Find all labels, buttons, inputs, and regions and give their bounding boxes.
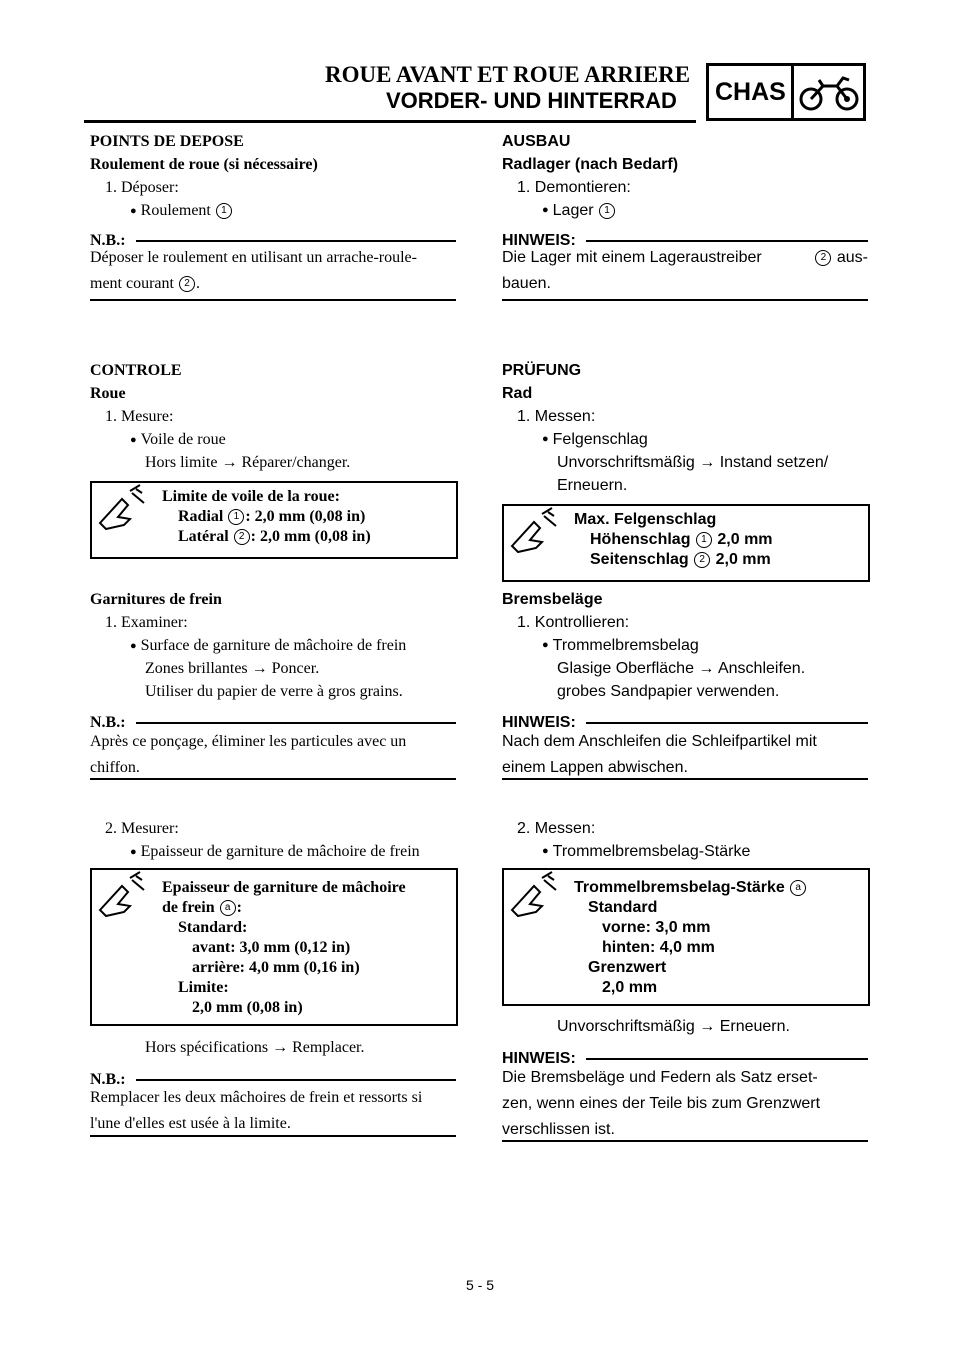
de-h1-label: HINWEIS: <box>502 232 576 249</box>
fr-check-title: CONTROLE <box>90 362 182 379</box>
de-spec-1-hoehen-val: 2,0 mm <box>717 531 773 548</box>
fr-spec-2-l1: Epaisseur de garniture de mâchoire <box>162 879 406 896</box>
fr-spec-1-radial: Radial <box>178 508 224 525</box>
fr-removal-subtitle: Roulement de roue (si nécessaire) <box>90 156 318 173</box>
fr-removal-step: 1. Déposer: <box>105 179 179 196</box>
de-h3-line1: Die Bremsbeläge und Federn als Satz erset- <box>502 1069 818 1086</box>
chas-badge <box>706 63 866 121</box>
de-h1-line1 <box>502 245 868 271</box>
de-spec-1-seiten: Seitenschlag <box>590 551 689 568</box>
de-removal-step: 1. Demontieren: <box>517 179 631 196</box>
marker-a: a <box>790 880 806 896</box>
motorcycle-icon <box>797 72 861 112</box>
de-spec-2-grenz: Grenzwert <box>588 959 667 976</box>
de-felgenschlag-item: ● Felgenschlag <box>542 431 648 448</box>
fr-epaisseur-item: ● Epaisseur de garniture de mâchoire de frein <box>130 843 420 860</box>
fr-spec-box-2 <box>90 868 458 1026</box>
de-spec-box-2 <box>502 868 870 1006</box>
fr-hors-spec: Hors spécifications → Remplacer. <box>145 1039 365 1056</box>
fr-nb3-line1: Remplacer les deux mâchoires de frein et ressorts si <box>90 1089 423 1106</box>
de-spec-2-grenzval: 2,0 mm <box>602 979 658 996</box>
marker-2: 2 <box>179 276 195 292</box>
fr-spec-1-lateral: Latéral <box>178 528 229 545</box>
fr-nb2-text <box>90 729 456 781</box>
fr-nb1-line2: ment courant 2 . <box>90 275 200 292</box>
de-removal-subtitle: Radlager (nach Bedarf) <box>502 156 679 173</box>
fr-spec-2-avant: avant: 3,0 mm (0,12 in) <box>192 939 351 956</box>
de-staerke-item: ● Trommelbremsbelag-Stärke <box>542 843 751 860</box>
header-title-fr: ROUE AVANT ET ROUE ARRIERE <box>325 62 691 87</box>
fr-hors-limite: Hors limite → Réparer/changer. <box>145 454 351 471</box>
de-spec-2-title: Trommelbremsbelag-Stärke <box>574 879 785 896</box>
fr-utiliser: Utiliser du papier de verre à gros grains. <box>145 683 403 700</box>
fr-garn-title: Garnitures de frein <box>90 591 222 608</box>
marker-1: 1 <box>599 203 615 219</box>
de-measure-step: 1. Messen: <box>517 408 596 425</box>
fr-voile-item: ● Voile de roue <box>130 431 226 448</box>
fr-removal-item-label: Roulement <box>140 202 211 219</box>
fr-spec-1-lateral-val: : 2,0 mm (0,08 in) <box>250 528 371 545</box>
fr-epaisseur-label: Epaisseur de garniture de mâchoire de frein <box>140 843 420 860</box>
page-number: 5 - 5 <box>465 1277 494 1293</box>
de-spec-box-1 <box>502 504 870 582</box>
de-spec-1-seiten-val: 2,0 mm <box>715 551 771 568</box>
de-removal-item-label: Lager <box>552 202 594 219</box>
de-grobes: grobes Sandpapier verwenden. <box>557 683 780 700</box>
de-h2-line2: einem Lappen abwischen. <box>502 759 688 776</box>
de-h2-line1: Nach dem Anschleifen die Schleifpartikel mit <box>502 733 817 750</box>
fr-nb3-line2: l'une d'elles est usée à la limite. <box>90 1115 291 1132</box>
de-h1-line1b: aus- <box>836 249 868 266</box>
de-spec-1-hoehen: Höhenschlag <box>590 531 691 548</box>
de-h3-line2: zen, wenn eines der Teile bis zum Grenzwert <box>502 1095 821 1112</box>
de-trommel-item: ● Trommelbremsbelag <box>542 637 699 654</box>
header-rule <box>84 120 696 123</box>
fr-zones: Zones brillantes → Poncer. <box>145 660 320 677</box>
fr-spec-1-radial-val: : 2,0 mm (0,08 in) <box>245 508 366 525</box>
de-messen2-step: 2. Messen: <box>517 820 596 837</box>
fr-surface-item: ● Surface de garniture de mâchoire de frein <box>130 637 407 654</box>
fr-spec-2-standard: Standard: <box>178 919 248 936</box>
de-spec-2-standard: Standard <box>588 899 658 916</box>
fr-spec-box-1 <box>90 481 458 559</box>
de-h3-line3: verschlissen ist. <box>502 1121 615 1138</box>
de-staerke-label: Trommelbremsbelag-Stärke <box>552 843 751 860</box>
de-h3-end-rule <box>502 1140 868 1142</box>
de-h2-label: HINWEIS: <box>502 714 576 731</box>
fr-nb1-line2-text: ment courant <box>90 275 174 292</box>
fr-nb1-text <box>90 245 456 297</box>
de-h3-text <box>502 1065 868 1143</box>
fr-nb2-line2: chiffon. <box>90 759 140 776</box>
fr-examine-step: 1. Examiner: <box>105 614 188 631</box>
de-unvor1: Unvorschriftsmäßig → Instand setzen/ <box>557 454 829 471</box>
de-h2-text <box>502 729 868 781</box>
fr-removal-item: ● Roulement 1 <box>130 199 233 223</box>
caliper-icon <box>92 483 152 543</box>
marker-2: 2 <box>694 552 710 568</box>
de-brems-title: Bremsbeläge <box>502 591 603 608</box>
fr-nb1-line1: Déposer le roulement en utilisant un arrache-roule- <box>90 249 417 266</box>
de-rad: Rad <box>502 385 533 402</box>
marker-2: 2 <box>234 529 250 545</box>
fr-spec-2-text: Epaisseur de garniture de mâchoire de frein a : Standard: avant: 3,0 mm (0,12 in) arrière: 4,0 mm (0,16 in) Limite: 2,0 mm (0,08 in) <box>162 879 406 1016</box>
fr-removal-title: POINTS DE DEPOSE <box>90 133 244 150</box>
fr-nb3-text <box>90 1085 456 1137</box>
de-h1-line1a: Die Lager mit einem Lageraustreiber <box>502 249 762 266</box>
fr-nb3-label: N.B.: <box>90 1071 126 1088</box>
fr-spec-2-arriere: arrière: 4,0 mm (0,16 in) <box>192 959 360 976</box>
de-spec-2-text <box>574 878 807 998</box>
de-spec-2-vorne: vorne: 3,0 mm <box>602 919 711 936</box>
fr-spec-1-text <box>162 487 371 547</box>
marker-1: 1 <box>696 532 712 548</box>
fr-nb2-line1: Après ce ponçage, éliminer les particules avec un <box>90 733 407 750</box>
fr-nb1-end-rule <box>90 299 456 301</box>
fr-spec-2-limite: Limite: <box>178 979 229 996</box>
fr-nb1-label: N.B.: <box>90 232 126 249</box>
fr-spec-2-l2: de frein <box>162 899 215 916</box>
badge-divider <box>791 66 794 118</box>
de-spec-2-hinten: hinten: 4,0 mm <box>602 939 715 956</box>
fr-roue: Roue <box>90 385 126 402</box>
fr-spec-2-limval: 2,0 mm (0,08 in) <box>192 999 303 1016</box>
caliper-icon <box>92 870 152 930</box>
fr-measure-step: 1. Mesure: <box>105 408 174 425</box>
fr-nb2-label: N.B.: <box>90 714 126 731</box>
de-h1-line2: bauen. <box>502 275 551 292</box>
de-check-title: PRÜFUNG <box>502 362 582 379</box>
marker-2: 2 <box>815 250 831 266</box>
de-h1-end-rule <box>502 299 868 301</box>
de-h3-label: HINWEIS: <box>502 1050 576 1067</box>
de-felgenschlag-label: Felgenschlag <box>552 431 648 448</box>
de-h1-text <box>502 245 868 297</box>
de-spec-1-text <box>574 510 773 570</box>
de-spec-1-title: Max. Felgenschlag <box>574 511 717 528</box>
marker-a: a <box>220 900 236 916</box>
caliper-icon <box>504 506 564 566</box>
chas-label: CHAS <box>715 78 786 106</box>
marker-1: 1 <box>216 203 232 219</box>
marker-1: 1 <box>228 509 244 525</box>
fr-nb3-end-rule <box>90 1135 456 1137</box>
de-erneuern1: Erneuern. <box>557 477 628 494</box>
de-removal-item: ● Lager 1 <box>542 199 616 222</box>
de-trommel-label: Trommelbremsbelag <box>552 637 699 654</box>
fr-spec-1-title: Limite de voile de la roue: <box>162 488 340 505</box>
fr-mesurer-step: 2. Mesurer: <box>105 820 179 837</box>
header-title-de: VORDER- UND HINTERRAD <box>386 88 677 113</box>
de-removal-title: AUSBAU <box>502 133 571 150</box>
de-unvor2: Unvorschriftsmäßig → Erneuern. <box>557 1018 790 1035</box>
fr-surface-label: Surface de garniture de mâchoire de frein <box>140 637 407 654</box>
fr-nb2-end-rule <box>90 778 456 780</box>
de-kontroll-step: 1. Kontrollieren: <box>517 614 630 631</box>
de-h2-end-rule <box>502 778 868 780</box>
de-glasig: Glasige Oberfläche → Anschleifen. <box>557 660 806 677</box>
fr-voile-label: Voile de roue <box>140 431 226 448</box>
caliper-icon <box>504 870 564 930</box>
